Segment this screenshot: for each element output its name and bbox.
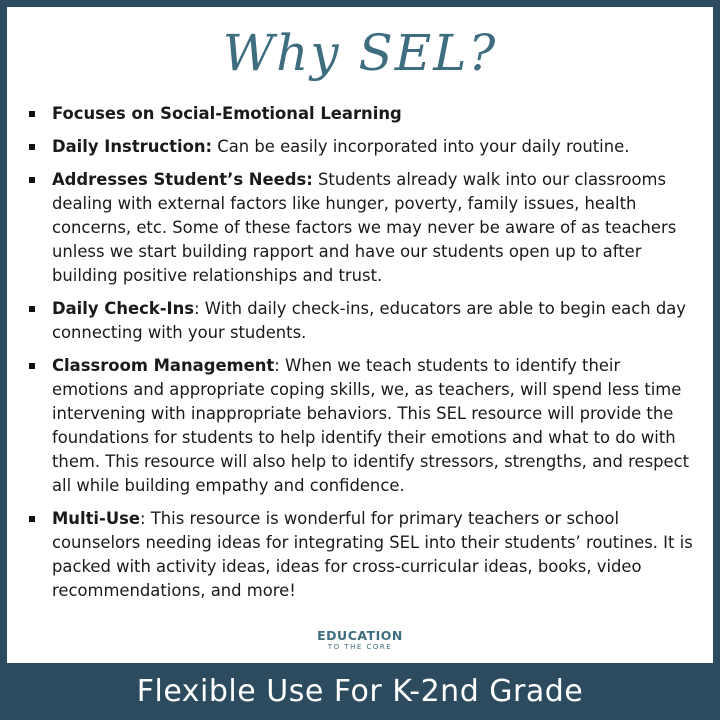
- item-separator: :: [194, 299, 205, 318]
- list-item: [27, 135, 697, 159]
- item-text: This resource is wonderful for primary teachers or school counselors needing ideas for integrating SEL into their students’ routines. It is packed with activity ideas, ideas for cross-curricular ideas, books, video recommendations, and more!: [52, 509, 693, 600]
- item-text: Students already walk into our classrooms dealing with external factors like hunger, poverty, family issues, health concerns, etc. Some of these factors we may never be aware of as teachers unless we start building rapport and have our students open up to after building positive relationships and trust.: [52, 170, 677, 285]
- item-text: Can be easily incorporated into your daily routine.: [217, 137, 630, 156]
- item-heading: Daily Check-Ins: [52, 299, 195, 318]
- logo-tagline: TO THE CORE: [327, 643, 393, 651]
- list-item: [27, 507, 697, 603]
- list-item: [27, 354, 697, 498]
- list-item: [27, 168, 697, 288]
- list-item: [27, 102, 697, 126]
- square-bullet-icon: [29, 111, 35, 117]
- item-heading: Classroom Management: [52, 356, 275, 375]
- content-card: [7, 7, 713, 663]
- list-item: [27, 297, 697, 345]
- square-bullet-icon: [29, 306, 35, 312]
- square-bullet-icon: [29, 144, 35, 150]
- item-heading: Addresses Student’s Needs:: [52, 170, 313, 189]
- item-separator: :: [140, 509, 151, 528]
- item-heading: Focuses on Social-Emotional Learning: [52, 104, 402, 123]
- item-heading: Daily Instruction:: [52, 137, 213, 156]
- footer-banner: Flexible Use For K-2nd Grade: [136, 674, 584, 709]
- page-title: Why SEL?: [222, 24, 498, 82]
- item-separator: :: [274, 356, 285, 375]
- square-bullet-icon: [29, 363, 35, 369]
- item-heading: Multi-Use: [52, 509, 141, 528]
- benefits-list: [27, 102, 697, 612]
- item-text: With daily check-ins, educators are able to begin each day connecting with your students.: [52, 299, 686, 342]
- logo-wordmark: EDUCATION: [317, 628, 403, 643]
- square-bullet-icon: [29, 177, 35, 183]
- square-bullet-icon: [29, 516, 35, 522]
- education-to-the-core-logo: [7, 629, 713, 652]
- item-text: When we teach students to identify their emotions and appropriate coping skills, we, as teachers, will spend less time intervening with inappropriate behaviors. This SEL resource will provide the foundations for students to help identify their emotions and what to do with them. This resource will also help to identify stressors, strengths, and respect all while building empathy and confidence.: [52, 356, 690, 495]
